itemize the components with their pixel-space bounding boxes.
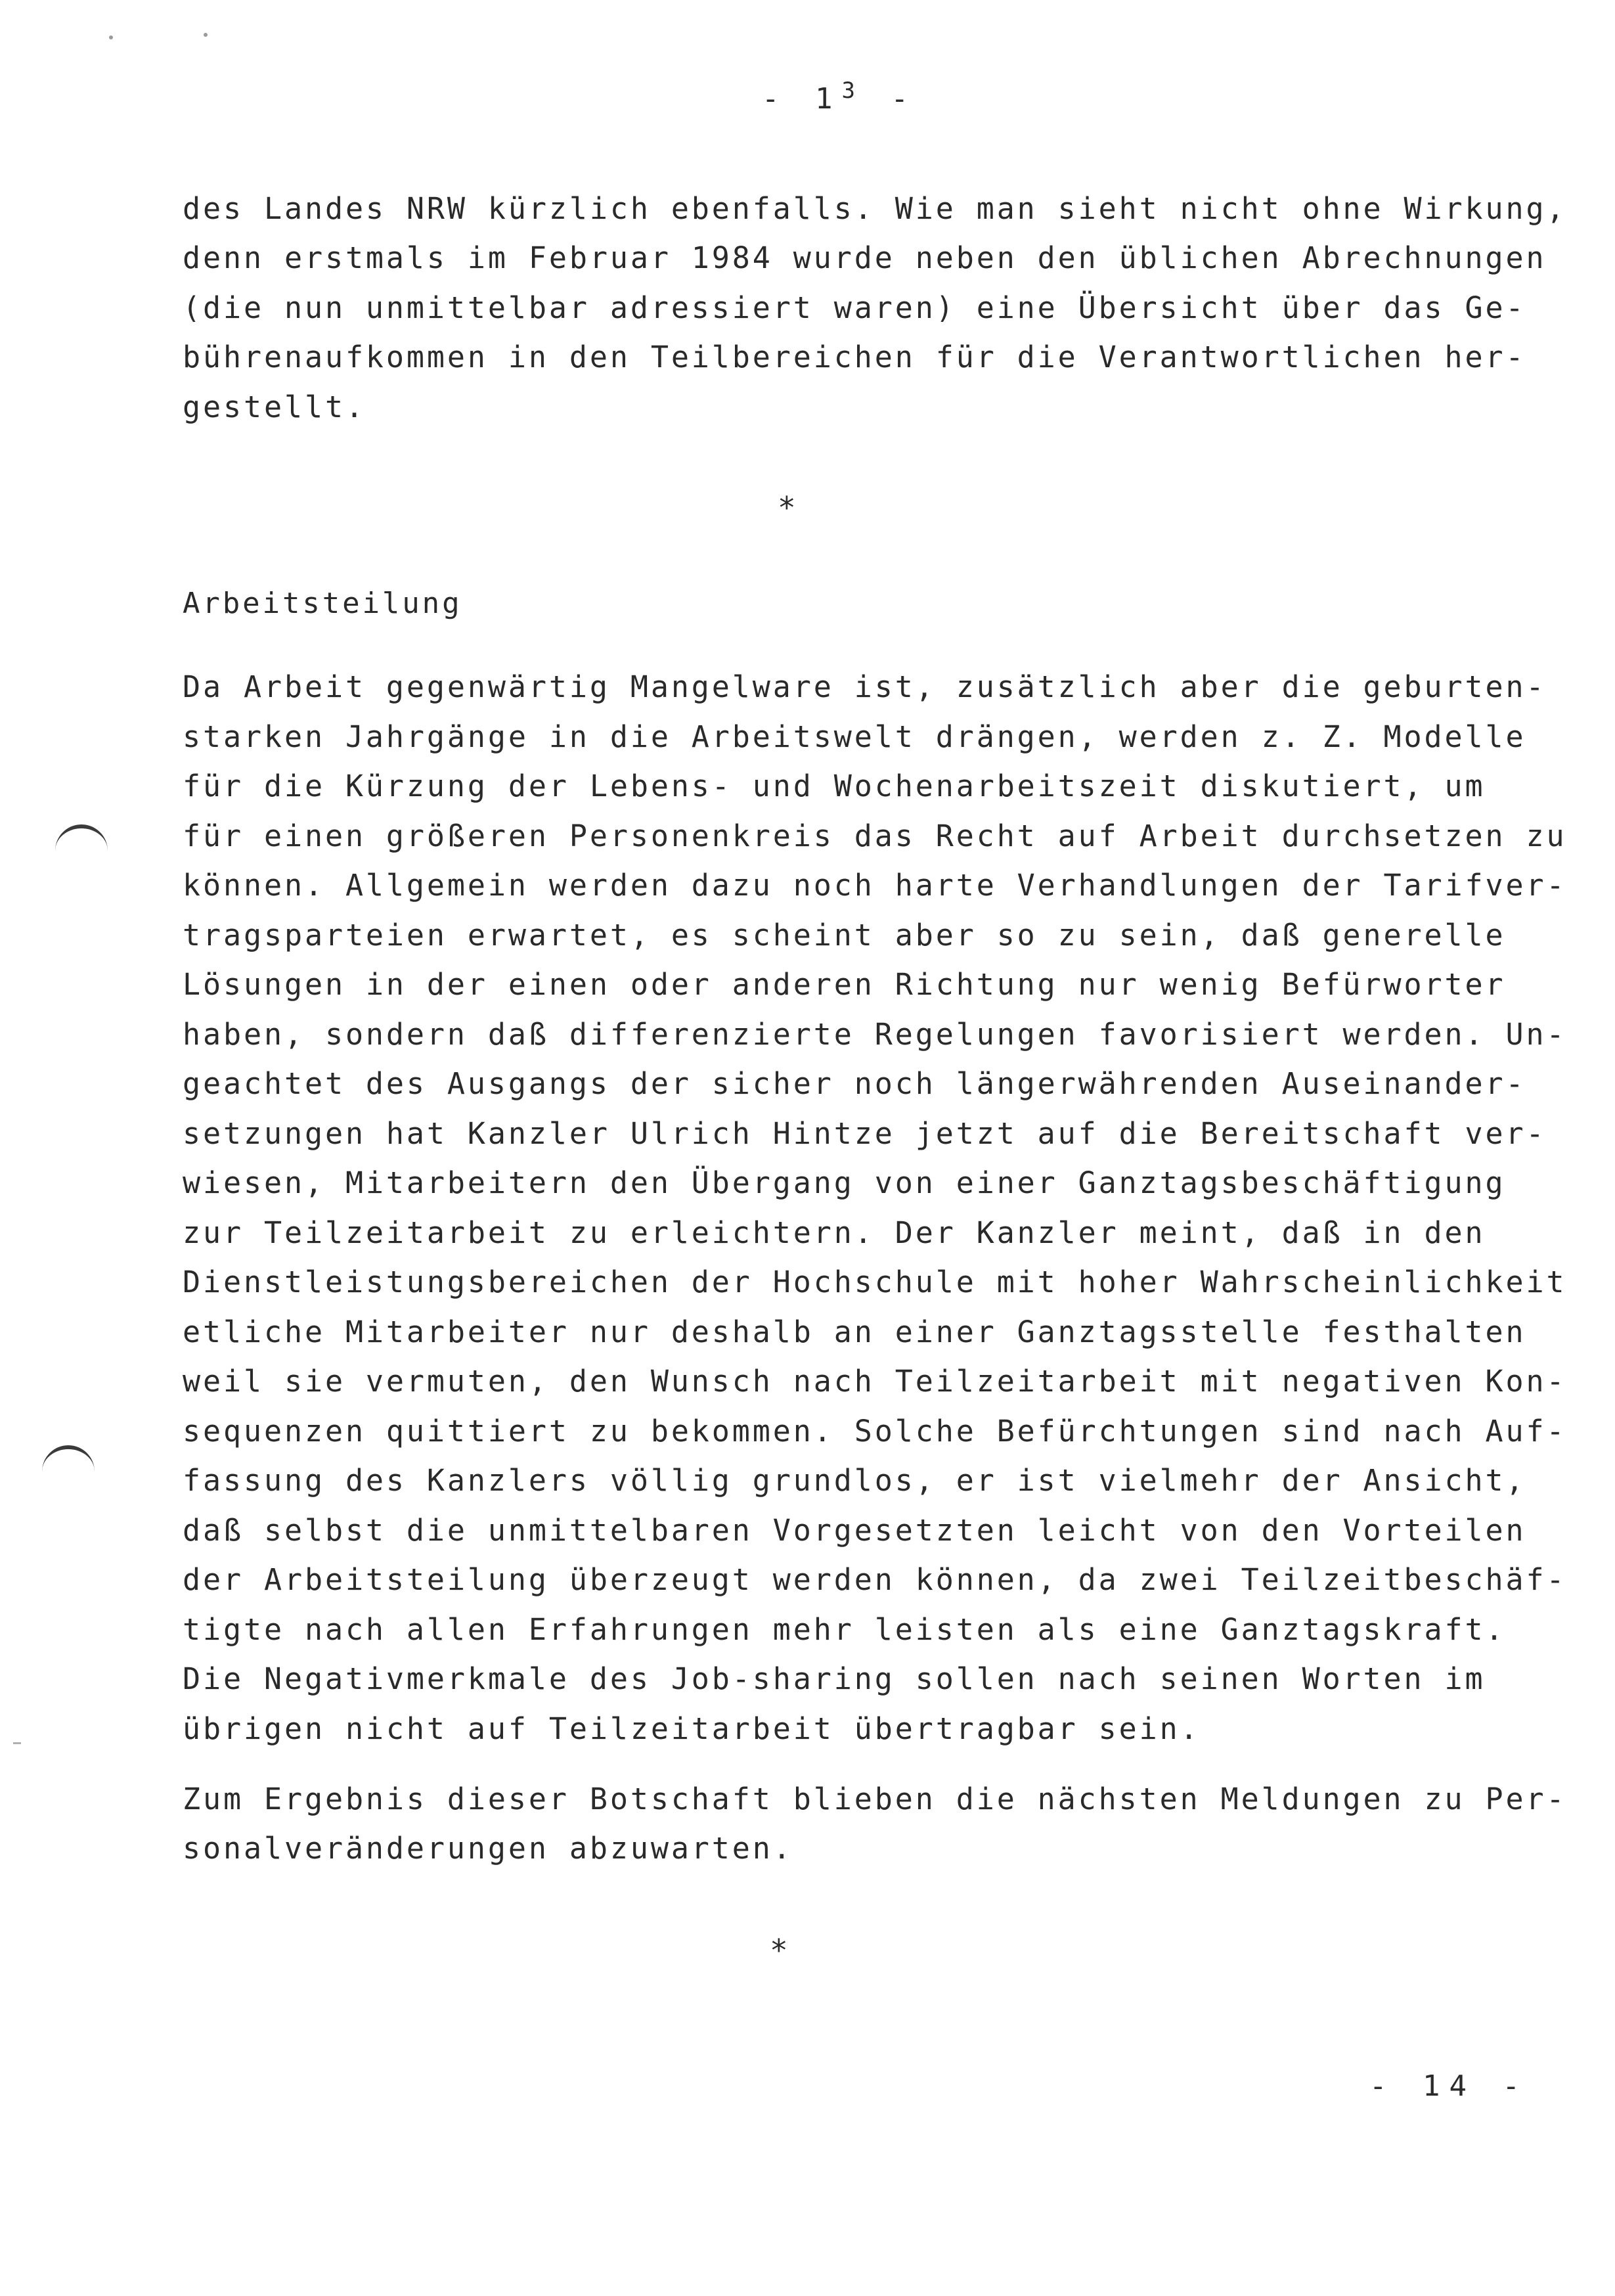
text-line: fassung des Kanzlers völlig grundlos, er ist vielmehr der Ansicht, — [183, 1463, 1526, 1498]
text-line: Dienstleistungsbereichen der Hochschule mit hoher Wahrscheinlichkeit — [183, 1265, 1567, 1299]
text-line: zur Teilzeitarbeit zu erleichtern. Der Kanzler meint, daß in den — [183, 1215, 1486, 1250]
text-line: wiesen, Mitarbeitern den Übergang von einer Ganztagsbeschäftigung — [183, 1165, 1506, 1200]
text-line: Zum Ergebnis dieser Botschaft blieben die nächsten Meldungen zu Per- — [183, 1782, 1567, 1816]
text-line: der Arbeitsteilung überzeugt werden können, da zwei Teilzeitbeschäf- — [183, 1562, 1567, 1597]
scan-speck-left — [109, 35, 113, 39]
section-separator: * — [778, 490, 796, 526]
text-line: des Landes NRW kürzlich ebenfalls. Wie man sieht nicht ohne Wirkung, — [183, 191, 1567, 226]
text-line: haben, sondern daß differenzierte Regelungen favorisiert werden. Un- — [183, 1017, 1567, 1052]
text-line: sonalveränderungen abzuwarten. — [183, 1831, 793, 1866]
text-line: gestellt. — [183, 390, 366, 424]
text-line: weil sie vermuten, den Wunsch nach Teilzeitarbeit mit negativen Kon- — [183, 1364, 1567, 1399]
punch-hole-mark — [55, 824, 108, 868]
text-line: bührenaufkommen in den Teilbereichen für die Verantwortlichen her- — [183, 340, 1526, 374]
scan-speck-right — [204, 33, 208, 37]
text-line: übrigen nicht auf Teilzeitarbeit übertragbar sein. — [183, 1711, 1201, 1746]
text-line: geachtet des Ausgangs der sicher noch längerwährenden Auseinander- — [183, 1066, 1526, 1101]
text-line: Die Negativmerkmale des Job-sharing sollen nach seinen Worten im — [183, 1661, 1486, 1696]
text-line: tragsparteien erwartet, es scheint aber so zu sein, daß generelle — [183, 918, 1506, 953]
text-line: etliche Mitarbeiter nur deshalb an einer Ganztagsstelle festhalten — [183, 1315, 1526, 1349]
text-line: für einen größeren Personenkreis das Recht auf Arbeit durchsetzen zu — [183, 819, 1567, 853]
text-line: Da Arbeit gegenwärtig Mangelware ist, zusätzlich aber die geburten- — [183, 669, 1547, 704]
text-line: tigte nach allen Erfahrungen mehr leisten als eine Ganztagskraft. — [183, 1612, 1506, 1647]
text-line: Lösungen in der einen oder anderen Richtung nur wenig Befürworter — [183, 967, 1506, 1002]
text-line: denn erstmals im Februar 1984 wurde neben den üblichen Abrechnungen — [183, 240, 1547, 275]
punch-hole-mark — [42, 1445, 95, 1489]
text-line: setzungen hat Kanzler Ulrich Hintze jetzt auf die Bereitschaft ver- — [183, 1116, 1547, 1151]
page-number-bottom: - 14 - — [1369, 2069, 1529, 2103]
scan-mark — [13, 1742, 21, 1744]
text-line: können. Allgemein werden dazu noch harte Verhandlungen der Tarifver- — [183, 868, 1567, 903]
text-line: sequenzen quittiert zu bekommen. Solche Befürchtungen sind nach Auf- — [183, 1414, 1567, 1449]
text-line: für die Kürzung der Lebens- und Wochenarbeitszeit diskutiert, um — [183, 769, 1486, 803]
text-line: starken Jahrgänge in die Arbeitswelt drängen, werden z. Z. Modelle — [183, 719, 1526, 754]
section-separator: * — [770, 1933, 788, 1968]
text-line: (die nun unmittelbar adressiert waren) eine Übersicht über das Ge- — [183, 290, 1526, 325]
page-number-top: - $1^3$ - — [762, 78, 918, 116]
section-heading: Arbeitsteilung — [183, 587, 462, 620]
text-line: daß selbst die unmittelbaren Vorgesetzten leicht von den Vorteilen — [183, 1513, 1526, 1548]
